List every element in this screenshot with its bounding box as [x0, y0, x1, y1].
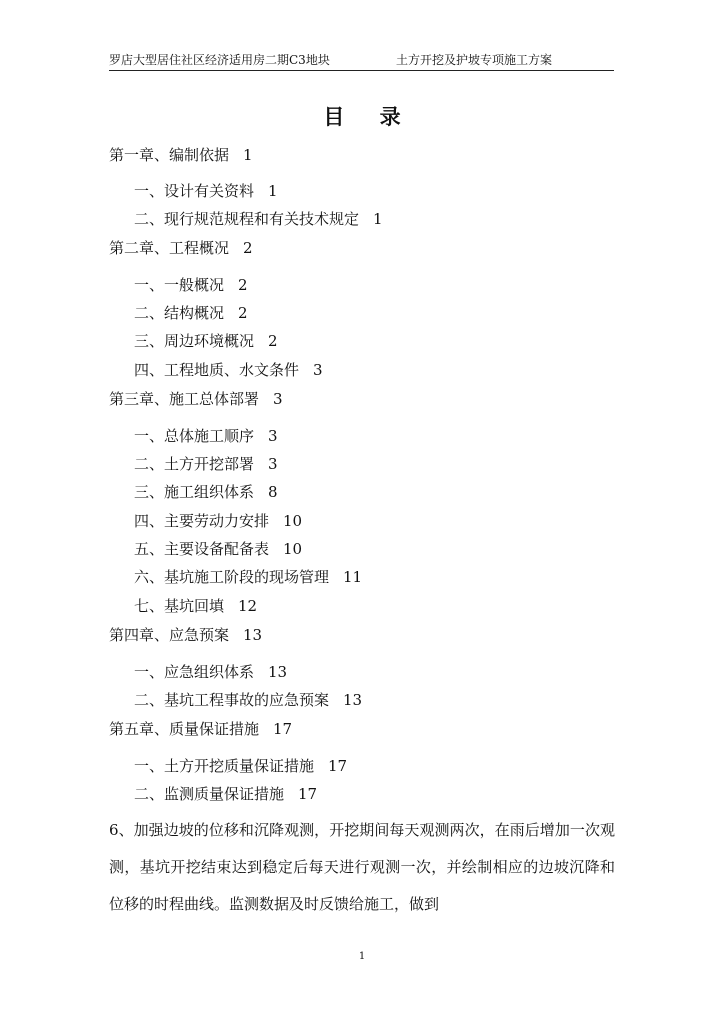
toc-chapter-entry — [109, 389, 283, 409]
toc-entry-label: 四、工程地质、水文条件 — [134, 361, 300, 379]
toc-entry-page: 3 — [268, 427, 278, 445]
toc-entry-label: 六、基坑施工阶段的现场管理 — [134, 568, 330, 586]
toc-chapter-entry — [109, 719, 292, 739]
toc-entry-page: 8 — [268, 483, 278, 501]
toc-chapter-entry — [109, 238, 253, 258]
page-number: 1 — [358, 951, 366, 962]
toc-entry-page: 3 — [313, 361, 323, 379]
toc-entry-page: 12 — [238, 597, 258, 615]
toc-entry-label: 二、现行规范规程和有关技术规定 — [134, 210, 360, 228]
page-header — [109, 48, 614, 71]
toc-section-entry — [134, 303, 248, 323]
toc-entry-label: 二、基坑工程事故的应急预案 — [134, 691, 330, 709]
toc-chapter-entry — [109, 145, 253, 165]
toc-section-entry — [134, 454, 278, 474]
toc-section-entry — [134, 426, 278, 446]
toc-entry-page: 13 — [343, 691, 363, 709]
toc-section-entry — [134, 784, 317, 804]
toc-section-entry — [134, 275, 248, 295]
toc-section-entry — [134, 511, 302, 531]
toc-entry-page: 1 — [373, 210, 383, 228]
toc-section-entry — [134, 209, 383, 229]
toc-entry-label: 第三章、施工总体部署 — [109, 390, 260, 408]
toc-entry-label: 一、土方开挖质量保证措施 — [134, 757, 315, 775]
toc-section-entry — [134, 690, 362, 710]
toc-section-entry — [134, 662, 287, 682]
header-project-name: 罗店大型居住社区经济适用房二期C3地块 — [109, 53, 330, 67]
toc-entry-label: 第五章、质量保证措施 — [109, 720, 260, 738]
toc-entry-label: 第二章、工程概况 — [109, 239, 230, 257]
toc-entry-label: 三、周边环境概况 — [134, 332, 255, 350]
toc-entry-page: 17 — [273, 720, 293, 738]
toc-entry-page: 3 — [268, 455, 278, 473]
toc-entry-label: 二、监测质量保证措施 — [134, 785, 285, 803]
toc-entry-label: 第四章、应急预案 — [109, 626, 230, 644]
toc-entry-page: 2 — [243, 239, 253, 257]
toc-entry-page: 17 — [328, 757, 348, 775]
toc-entry-label: 四、主要劳动力安排 — [134, 512, 270, 530]
toc-entry-page: 11 — [343, 568, 363, 586]
toc-entry-label: 二、结构概况 — [134, 304, 225, 322]
toc-entry-page: 2 — [268, 332, 278, 350]
toc-entry-label: 一、设计有关资料 — [134, 182, 255, 200]
toc-entry-page: 2 — [238, 276, 248, 294]
toc-entry-page: 1 — [268, 182, 278, 200]
toc-entry-page: 10 — [283, 512, 303, 530]
toc-entry-page: 3 — [273, 390, 283, 408]
toc-section-entry — [134, 539, 302, 559]
toc-entry-label: 三、施工组织体系 — [134, 483, 255, 501]
toc-chapter-entry — [109, 625, 262, 645]
toc-entry-label: 一、一般概况 — [134, 276, 225, 294]
toc-entry-label: 七、基坑回填 — [134, 597, 225, 615]
toc-section-entry — [134, 482, 278, 502]
toc-entry-label: 一、总体施工顺序 — [134, 427, 255, 445]
toc-section-entry — [134, 181, 278, 201]
toc-section-entry — [134, 756, 347, 776]
toc-entry-page: 17 — [298, 785, 318, 803]
toc-entry-page: 2 — [238, 304, 248, 322]
toc-entry-page: 13 — [268, 663, 288, 681]
body-paragraph: 6、加强边坡的位移和沉降观测，开挖期间每天观测两次，在雨后增加一次观测，基坑开挖结束达到稳定后每天进行观测一次，并绘制相应的边坡沉降和位移的时程曲线。监测数据及时反馈给施工，做到 — [109, 821, 615, 913]
toc-section-entry — [134, 331, 278, 351]
toc-entry-label: 五、主要设备配备表 — [134, 540, 270, 558]
toc-entry-page: 10 — [283, 540, 303, 558]
toc-section-entry — [134, 567, 362, 587]
toc-entry-label: 二、土方开挖部署 — [134, 455, 255, 473]
toc-section-entry — [134, 360, 323, 380]
toc-entry-page: 1 — [243, 146, 253, 164]
toc-section-entry — [134, 596, 257, 616]
toc-entry-label: 第一章、编制依据 — [109, 146, 230, 164]
toc-entry-page: 13 — [243, 626, 263, 644]
toc-title: 目 录 — [323, 104, 415, 129]
toc-entry-label: 一、应急组织体系 — [134, 663, 255, 681]
header-document-title: 土方开挖及护坡专项施工方案 — [396, 53, 553, 67]
